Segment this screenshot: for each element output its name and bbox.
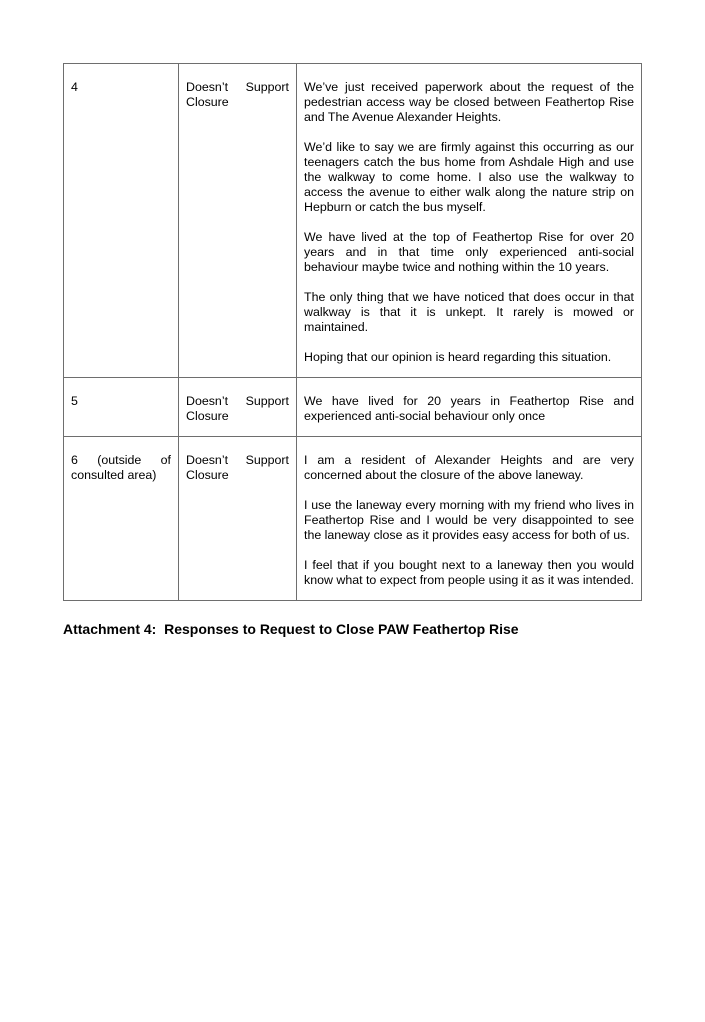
comments-cell	[297, 64, 642, 378]
comment-paragraph: Hoping that our opinion is heard regarding this situation.	[304, 350, 612, 364]
position-word-1: Doesn’t	[186, 453, 229, 467]
respondent-number-cell	[64, 378, 179, 437]
table-row	[64, 378, 642, 437]
respondent-number-cell	[64, 437, 179, 601]
respondent-number-cell	[64, 64, 179, 378]
position-word-1: Doesn’t	[186, 80, 229, 94]
comment-paragraph: I use the laneway every morning with my friend who lives in Feathertop Rise and I would be very disappointed to see the laneway close as it provides easy access for both of us.	[304, 498, 634, 542]
table-row	[64, 437, 642, 601]
respondent-number: 4	[71, 80, 78, 94]
respondent-note-word: of	[160, 453, 171, 467]
position-word-1: Doesn’t	[186, 394, 229, 408]
position-word-2: Support	[245, 453, 289, 467]
position-line-2: Closure	[186, 409, 229, 423]
position-cell	[179, 437, 297, 601]
respondent-note-word: (outside	[97, 453, 142, 467]
position-cell	[179, 378, 297, 437]
comment-paragraph: We’d like to say we are firmly against this occurring as our teenagers catch the bus home from Ashdale High and use the walkway to come home. I also use the walkway to access the avenue to either walk along the nature strip on Hepburn or catch the bus myself.	[304, 140, 634, 214]
comment-paragraph: We’ve just received paperwork about the request of the pedestrian access way be closed between Feathertop Rise and The Avenue Alexander Heights.	[304, 80, 634, 124]
respondent-number: 6	[71, 453, 78, 467]
respondent-number-line-1	[71, 453, 171, 468]
position-line-1	[186, 453, 289, 468]
responses-table	[63, 63, 642, 601]
position-line-1	[186, 394, 289, 409]
comment-paragraph: I am a resident of Alexander Heights and are very concerned about the closure of the above laneway.	[304, 453, 634, 482]
position-word-2: Support	[245, 80, 289, 94]
comment-paragraph: We have lived at the top of Feathertop Rise for over 20 years and in that time only experienced anti-social behaviour maybe twice and nothing within the 10 years.	[304, 230, 634, 274]
position-line-2: Closure	[186, 95, 229, 109]
respondent-number: 5	[71, 394, 78, 408]
position-line-1	[186, 80, 289, 95]
comments-cell	[297, 378, 642, 437]
table-row	[64, 64, 642, 378]
comment-paragraph: I feel that if you bought next to a laneway then you would know what to expect from people using it as it was intended.	[304, 558, 634, 587]
comments-cell	[297, 437, 642, 601]
respondent-number-line-2: consulted area)	[71, 468, 157, 482]
position-word-2: Support	[245, 394, 289, 408]
position-cell	[179, 64, 297, 378]
comment-paragraph: The only thing that we have noticed that does occur in that walkway is that it is unkept. It rarely is mowed or maintained.	[304, 290, 634, 334]
comment-paragraph: We have lived for 20 years in Feathertop Rise and experienced anti-social behaviour only once	[304, 394, 634, 423]
position-line-2: Closure	[186, 468, 229, 482]
attachment-heading: Attachment 4: Responses to Request to Close PAW Feathertop Rise	[63, 621, 519, 637]
